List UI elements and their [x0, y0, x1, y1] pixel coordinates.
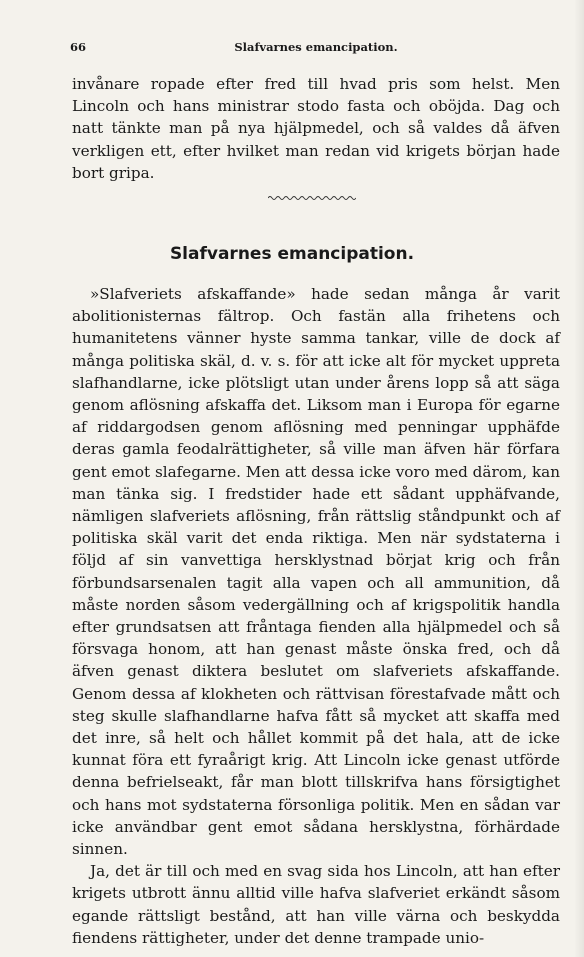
intro-paragraph: invånare ropade efter fred till hvad pris som helst. Men Lincoln och hans ministrar stodo fasta och oböjda. Dag och natt tänkte man på nya hjälpmedel, och så valdes då äfven verkligen ett, efter hvilket man redan vid krigets början hade bort gripa.	[72, 75, 560, 182]
section-body	[72, 283, 560, 949]
running-head	[70, 40, 562, 58]
running-title: Slafvarnes emancipation.	[234, 40, 398, 54]
page-number: 66	[70, 40, 87, 54]
body-paragraph-2: Ja, det är till och med en svag sida hos Lincoln, att han efter krigets utbrott ännu alltid ville hafva slafveriet erkändt såsom egande rättsligt bestånd, att han ville värna och beskydda fiendens rättigheter, under det denne trampade unio-	[72, 862, 560, 947]
ornament-divider	[268, 193, 356, 203]
page-edge-shadow	[574, 0, 584, 957]
section-heading: Slafvarnes emancipation.	[169, 244, 415, 264]
body-paragraph-1: »Slafveriets afskaffande» hade sedan många år varit abolitionisternas fältrop. Och fastän alla frihetens och humanitetens vänner hyste samma tankar, ville de dock af många politiska skäl, d. v. s. för att icke alt för mycket uppreta slafhandlarne, icke plötsligt utan under årens lopp så att säga genom aflösning afskaffa det. Liksom man i Europa för egarne af riddargodsen genom aflösning med penningar upphäfde deras gamla feodalrättigheter, så ville man äfven här förfara gent emot slafegarne. Men att dessa icke voro med därom, kan man tänka sig. I fredstider hade ett sådant upphäfvande, nämligen slafveriets aflösning, från rättslig ståndpunkt och af politiska skäl varit det enda riktiga. Men när sydstaterna i följd af sin vanvettiga hersklystnad börjat krig och från förbundsarsenalen tagit alla vapen och all ammunition, då måste norden såsom vedergällning och af krigspolitik handla efter grundsatsen att fråntaga fienden alla hjälpmedel och så försvaga honom, att han genast måste önska fred, och då äfven genast diktera beslutet om slafveriets afskaffande. Genom dessa af klokheten och rättvisan förestafvade mått och steg skulle slafhandlarne hafva fått så mycket att skaffa med det inre, så helt och hållet kommit på det hala, att de icke kunnat föra ett fyraårigt krig. Att Lincoln icke genast utförde denna befrielseakt, får man blott tillskrifva hans försigtighet och hans mot sydstaterna försonliga politik. Men en sådan var icke användbar gent emot sådana hersklystna, förhärdade sinnen.	[72, 285, 560, 859]
intro-text	[72, 73, 560, 184]
